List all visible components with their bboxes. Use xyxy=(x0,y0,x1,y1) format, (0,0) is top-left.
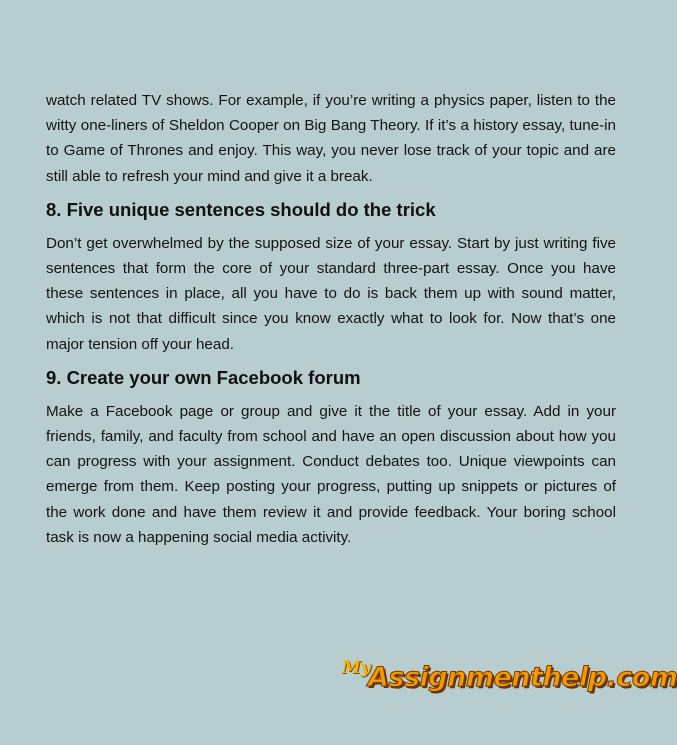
document-page xyxy=(46,88,616,550)
section-body-8: Don’t get overwhelmed by the supposed size of your essay. Start by just writing five sentences that form the core of your standard three-part essay. Once you have these sentences in place, all you have to do is back them up with sound matter, which is not that difficult since you know exactly what to look for. Now that’s one major tension off your head. xyxy=(46,234,616,353)
section-body-9: Make a Facebook page or group and give it the title of your essay. Add in your friends, family, and faculty from school and have an open discussion about how you can progress with your assignment. Conduct debates too. Unique viewpoints can emerge from them. Keep posting your progress, putting up snippets or pictures of the work done and have them review it and provide feedback. Your boring school task is now a happening social media activity. xyxy=(46,402,616,546)
logo-main-text: Assignmenthelp.com xyxy=(368,662,677,693)
section-heading-8: 8. Five unique sentences should do the trick xyxy=(46,198,436,220)
intro-paragraph: watch related TV shows. For example, if you’re writing a physics paper, listen to the witty one-liners of Sheldon Cooper on Big Bang Theory. If it’s a history essay, tune-in to Game of Thrones and enjoy. This way, you never lose track of your topic and are still able to refresh your mind and give it a break. xyxy=(46,92,616,185)
myassignmenthelp-logo xyxy=(338,652,677,700)
logo-my-text: My xyxy=(342,658,371,678)
section-heading-9: 9. Create your own Facebook forum xyxy=(46,366,361,388)
